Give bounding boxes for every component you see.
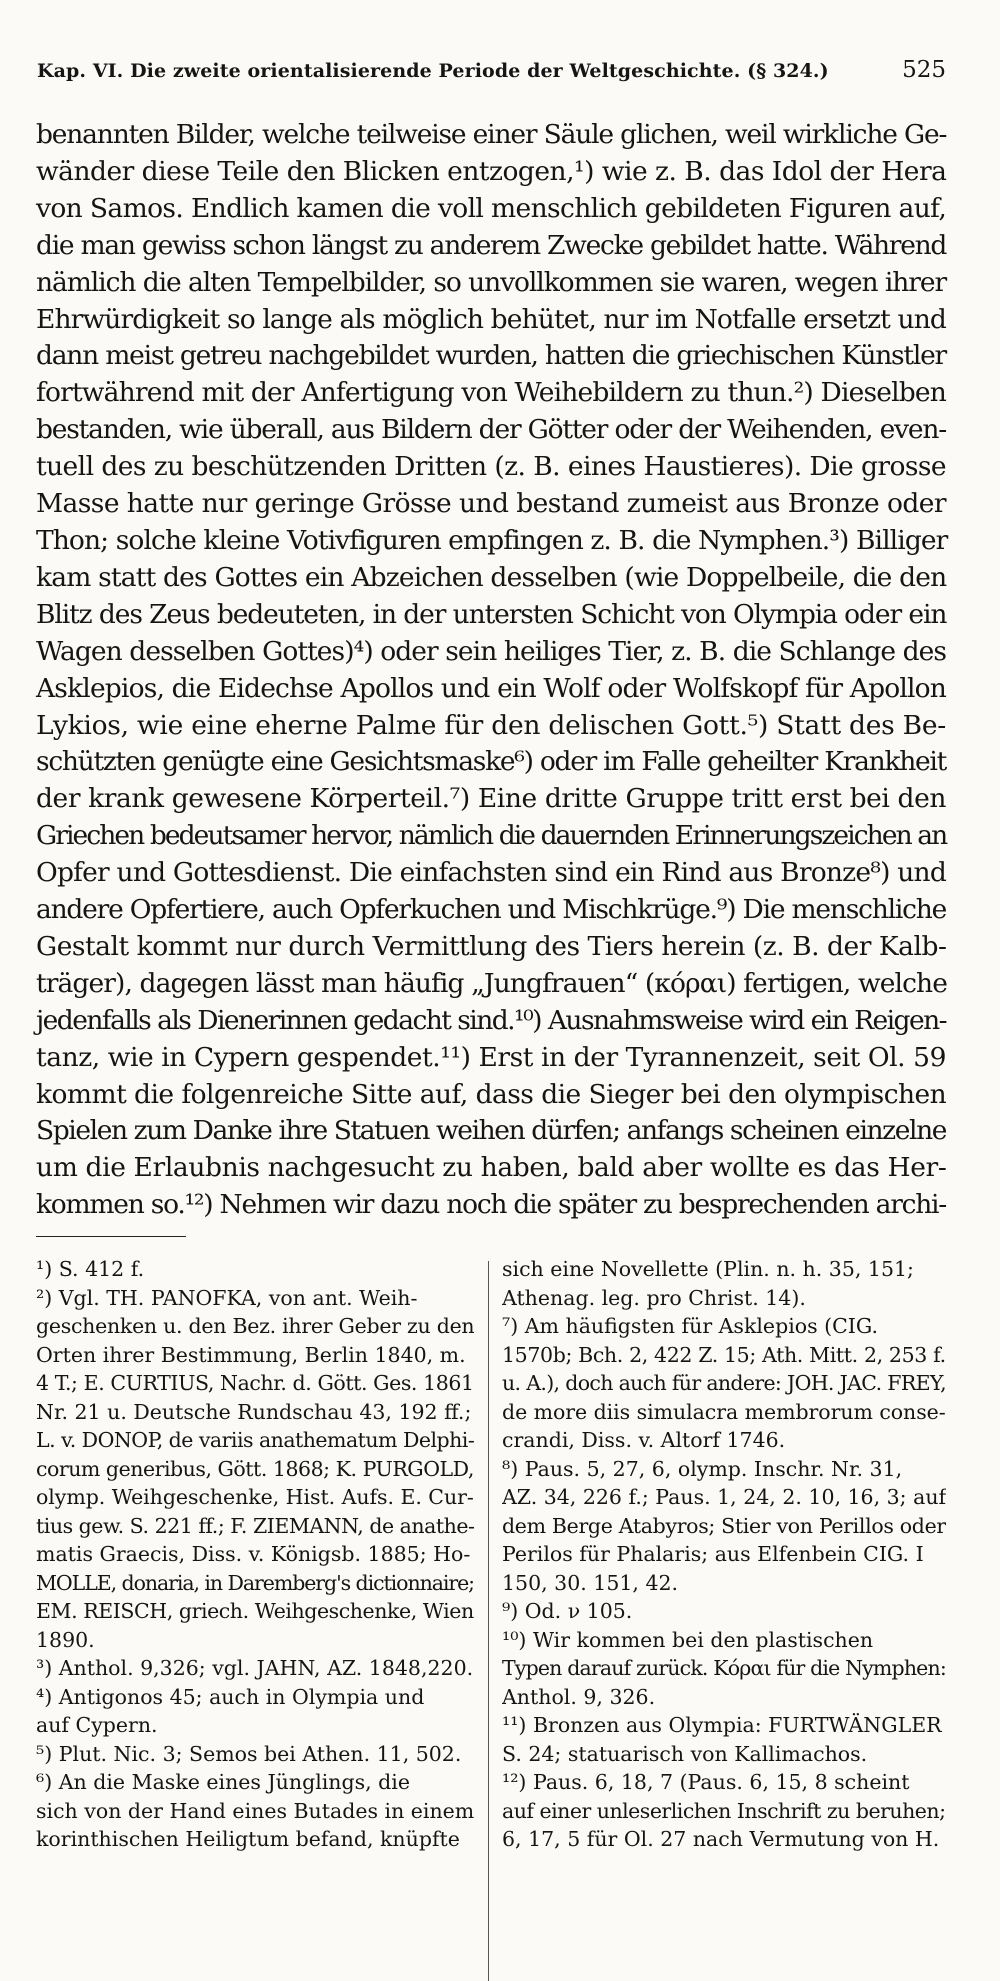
footnote-line: EM. REISCH, griech. Weihgeschenke, Wien [36,1599,474,1624]
footnotes-left-column [36,1255,474,1854]
footnote-line: 150, 30. 151, 42. [502,1570,679,1595]
text-line: tanz, wie in Cypern gespendet.¹¹) Erst in der Tyrannenzeit, seit Ol. 59 [36,1041,946,1073]
text-line: wänder diese Teile den Blicken entzogen,¹) wie z. B. das Idol der Hera [36,155,947,187]
text-line: schützten genügte eine Gesichtsmaske⁶) oder im Falle geheilter Krankheit [36,746,946,778]
footnote-line: ⁴) Antigonos 45; auch in Olympia und [36,1684,425,1709]
footnote-line: Perilos für Phalaris; aus Elfenbein CIG. I [502,1542,924,1567]
footnote-line: corum generibus, Gött. 1868; K. PURGOLD, [36,1456,474,1481]
text-line: träger), dagegen lässt man häufig „Jungfrauen“ (κόραι) fertigen, welche [36,967,948,999]
footnote-line: 1890. [36,1627,95,1652]
text-line: um die Erlaubnis nachgesucht zu haben, bald aber wollte es das Her- [36,1152,947,1184]
text-line: kommen so.¹²) Nehmen wir dazu noch die später zu besprechenden archi- [36,1189,946,1221]
footnote-line: sich eine Novellette (Plin. n. h. 35, 151; [502,1257,914,1282]
text-line: Masse hatte nur geringe Grösse und bestand zumeist aus Bronze oder [36,488,946,520]
text-line: kam statt des Gottes ein Abzeichen desselben (wie Doppelbeile, die den [36,561,947,593]
footnote-line: ⁵) Plut. Nic. 3; Semos bei Athen. 11, 502. [36,1741,462,1766]
footnote-line: Anthol. 9, 326. [502,1684,656,1709]
footnote-line: Typen darauf zurück. Κόραι für die Nymphen: [502,1656,946,1681]
text-line: nämlich die alten Tempelbilder, so unvollkommen sie waren, wegen ihrer [36,266,947,298]
footnotes [36,1255,946,1975]
text-line: von Samos. Endlich kamen die voll menschlich gebildeten Figuren auf, [36,192,947,224]
text-line: Blitz des Zeus bedeuteten, in der untersten Schicht von Olympia oder ein [36,598,947,630]
footnote-line: ¹²) Paus. 6, 18, 7 (Paus. 6, 15, 8 scheint [502,1770,910,1795]
footnote-rule [36,1236,186,1237]
text-line: Spielen zum Danke ihre Statuen weihen dürfen; anfangs scheinen einzelne [36,1115,946,1147]
text-line: die man gewiss schon längst zu anderem Zwecke gebildet hatte. Während [36,229,947,261]
footnote-line: korinthischen Heiligtum befand, knüpfte [36,1827,460,1852]
text-line: der krank gewesene Körperteil.⁷) Eine dritte Gruppe tritt erst bei den [36,783,946,815]
footnote-line: Nr. 21 u. Deutsche Rundschau 43, 192 ff.; [36,1399,472,1424]
text-line: jedenfalls als Dienerinnen gedacht sind.¹⁰) Ausnahmsweise wird ein Reigen- [36,1004,946,1036]
chapter-heading: Kap. VI. Die zweite orientalisierende Periode der Weltgeschichte. (§ 324.) [37,60,829,82]
footnote-line: AZ. 34, 226 f.; Paus. 1, 24, 2. 10, 16, 3; auf [502,1485,946,1510]
footnote-line: ⁷) Am häufigsten für Asklepios (CIG. [502,1314,879,1339]
footnote-line: crandi, Diss. v. Altorf 1746. [502,1428,786,1453]
page-number: 525 [902,57,946,83]
footnote-line: u. A.), doch auch für andere: JOH. JAC. FREY, [502,1371,946,1396]
footnote-line: ⁸) Paus. 5, 27, 6, olymp. Inschr. Nr. 31, [502,1456,903,1481]
footnote-line: ³) Anthol. 9,326; vgl. JAHN, AZ. 1848,220. [36,1656,474,1681]
main-text [36,117,946,1224]
text-line: Lykios, wie eine eherne Palme für den delischen Gott.⁵) Statt des Be- [36,709,946,741]
footnote-line: geschenken u. den Bez. ihrer Geber zu den [36,1314,474,1339]
text-line: kommt die folgenreiche Sitte auf, dass die Sieger bei den olympischen [36,1078,947,1110]
text-line: Ehrwürdigkeit so lange als möglich behütet, nur im Notfalle ersetzt und [36,303,946,335]
text-line: andere Opfertiere, auch Opferkuchen und Mischkrüge.⁹) Die menschliche [36,894,947,926]
text-line: Gestalt kommt nur durch Vermittlung des Tiers herein (z. B. der Kalb- [36,930,947,962]
text-line: bestanden, wie überall, aus Bildern der Götter oder der Weihenden, even- [36,414,947,446]
footnote-line: auf einer unleserlichen Inschrift zu beruhen; [502,1798,946,1823]
footnote-line: ²) Vgl. TH. PANOFKA, von ant. Weih- [36,1285,418,1310]
text-line: dann meist getreu nachgebildet wurden, hatten die griechischen Künstler [36,340,946,372]
footnote-line: L. v. DONOP, de variis anathematum Delphi- [36,1428,474,1453]
footnote-line: MOLLE, donaria, in Daremberg's dictionnaire; [36,1570,474,1595]
text-line: fortwährend mit der Anfertigung von Weihebildern zu thun.²) Dieselben [36,377,946,409]
footnote-line: S. 24; statuarisch von Kallimachos. [502,1741,868,1766]
text-line: Asklepios, die Eidechse Apollos und ein Wolf oder Wolfskopf für Apollon [36,672,946,704]
footnote-line: Orten ihrer Bestimmung, Berlin 1840, m. [36,1342,466,1367]
footnote-line: Athenag. leg. pro Christ. 14). [502,1285,806,1310]
footnote-line: ¹) S. 412 f. [36,1257,145,1282]
text-line: Griechen bedeutsamer hervor, nämlich die dauernden Erinnerungszeichen an [36,820,947,852]
footnote-line: olymp. Weihgeschenke, Hist. Aufs. E. Cur- [36,1485,474,1510]
footnote-line: ⁹) Od. ν 105. [502,1599,633,1624]
text-line: tuell des zu beschützenden Dritten (z. B. eines Haustieres). Die grosse [36,451,946,483]
footnote-line: tius gew. S. 221 ff.; F. ZIEMANN, de anathe- [36,1513,474,1538]
footnotes-right-column [502,1255,946,1854]
footnote-line: sich von der Hand eines Butades in einem [36,1798,474,1823]
text-line: Opfer und Gottesdienst. Die einfachsten sind ein Rind aus Bronze⁸) und [36,857,947,889]
footnote-line: 1570b; Bch. 2, 422 Z. 15; Ath. Mitt. 2, 253 f. [502,1342,946,1367]
footnote-line: ⁶) An die Maske eines Jünglings, die [36,1770,410,1795]
footnote-line: de more diis simulacra membrorum conse- [502,1399,946,1424]
page [36,58,946,1975]
footnote-line: 4 T.; E. CURTIUS, Nachr. d. Gött. Ges. 1861 [36,1371,474,1396]
footnote-line: ¹¹) Bronzen aus Olympia: FURTWÄNGLER [502,1713,942,1738]
text-line: Wagen desselben Gottes)⁴) oder sein heiliges Tier, z. B. die Schlange des [36,635,947,667]
footnote-line: dem Berge Atabyros; Stier von Perillos oder [502,1513,946,1538]
column-divider [488,1261,489,1981]
footnote-line: matis Graecis, Diss. v. Königsb. 1885; Ho- [36,1542,471,1567]
footnote-line: 6, 17, 5 für Ol. 27 nach Vermutung von H. [502,1827,940,1852]
footnote-line: ¹⁰) Wir kommen bei den plastischen [502,1627,874,1652]
text-line: Thon; solche kleine Votivfiguren empfingen z. B. die Nymphen.³) Billiger [36,524,948,556]
text-line: benannten Bilder, welche teilweise einer Säule glichen, weil wirkliche Ge- [36,119,947,150]
running-head [37,58,946,83]
footnote-line: auf Cypern. [36,1713,158,1738]
